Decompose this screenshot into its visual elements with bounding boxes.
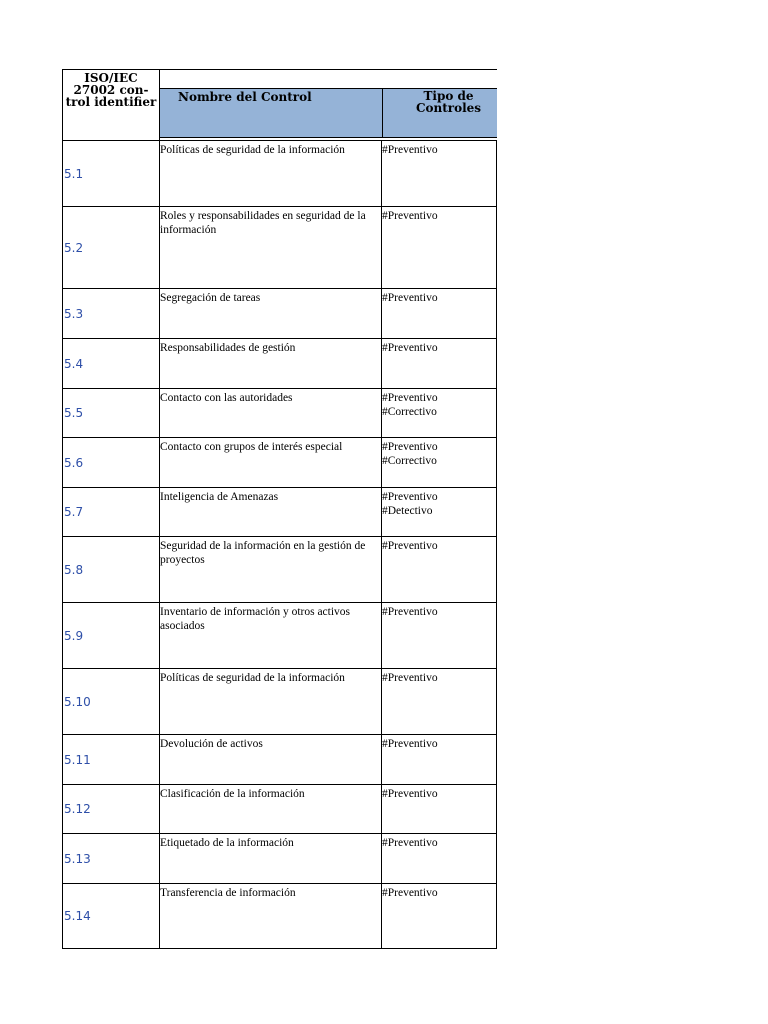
control-type-tag: #Correctivo bbox=[382, 455, 437, 467]
control-id: 5.2 bbox=[63, 207, 160, 289]
table-row bbox=[63, 785, 497, 834]
table-row bbox=[63, 339, 497, 389]
header-control-identifier bbox=[63, 70, 160, 141]
control-id: 5.7 bbox=[63, 488, 160, 537]
control-type-tag: #Preventivo bbox=[382, 738, 438, 750]
table-row bbox=[63, 389, 497, 438]
table-row bbox=[63, 603, 497, 669]
header-id-line: 27002 con- bbox=[73, 83, 149, 97]
control-name: Etiquetado de la información bbox=[160, 834, 382, 884]
control-id: 5.14 bbox=[63, 884, 160, 949]
table-row bbox=[63, 207, 497, 289]
control-type-tag: #Preventivo bbox=[382, 441, 438, 453]
control-type-tag: #Preventivo bbox=[382, 887, 438, 899]
control-type bbox=[382, 537, 497, 603]
control-type-tag: #Preventivo bbox=[382, 672, 438, 684]
control-name: Políticas de seguridad de la información bbox=[160, 141, 382, 207]
control-type bbox=[382, 488, 497, 537]
control-type-tag: #Preventivo bbox=[382, 292, 438, 304]
control-name: Inventario de información y otros activos asociados bbox=[160, 603, 382, 669]
control-name: Responsabilidades de gestión bbox=[160, 339, 382, 389]
control-id: 5.1 bbox=[63, 141, 160, 207]
control-type-tag: #Preventivo bbox=[382, 392, 438, 404]
control-name: Devolución de activos bbox=[160, 735, 382, 785]
table-row bbox=[63, 141, 497, 207]
control-type bbox=[382, 289, 497, 339]
control-type bbox=[382, 438, 497, 488]
header-type-line: Tipo de bbox=[423, 89, 474, 103]
control-name: Clasificación de la información bbox=[160, 785, 382, 834]
control-type-tag: #Preventivo bbox=[382, 491, 438, 503]
control-type-tag: #Correctivo bbox=[382, 406, 437, 418]
table-row bbox=[63, 488, 497, 537]
header-control-type bbox=[382, 89, 497, 137]
control-id: 5.10 bbox=[63, 669, 160, 735]
table-row bbox=[63, 884, 497, 949]
control-type bbox=[382, 735, 497, 785]
control-type-tag: #Preventivo bbox=[382, 144, 438, 156]
control-id: 5.5 bbox=[63, 389, 160, 438]
table-header-row bbox=[63, 70, 497, 141]
control-id: 5.9 bbox=[63, 603, 160, 669]
header-control-name: Nombre del Control bbox=[178, 90, 312, 104]
control-id: 5.3 bbox=[63, 289, 160, 339]
header-group bbox=[160, 70, 497, 141]
control-type-tag: #Preventivo bbox=[382, 210, 438, 222]
control-type-tag: #Preventivo bbox=[382, 837, 438, 849]
control-id: 5.12 bbox=[63, 785, 160, 834]
header-type-line: Controles bbox=[415, 101, 482, 115]
table-row bbox=[63, 289, 497, 339]
control-id: 5.4 bbox=[63, 339, 160, 389]
control-type-tag: #Preventivo bbox=[382, 606, 438, 618]
control-name: Seguridad de la información en la gestión de proyectos bbox=[160, 537, 382, 603]
table-row bbox=[63, 834, 497, 884]
control-id: 5.13 bbox=[63, 834, 160, 884]
iso-controls-table bbox=[62, 69, 497, 949]
table-row bbox=[63, 537, 497, 603]
table-row bbox=[63, 735, 497, 785]
control-type-tag: #Preventivo bbox=[382, 342, 438, 354]
control-type bbox=[382, 884, 497, 949]
control-id: 5.11 bbox=[63, 735, 160, 785]
header-id-line: ISO/IEC bbox=[84, 71, 138, 85]
control-type bbox=[382, 207, 497, 289]
control-type bbox=[382, 389, 497, 438]
control-type-tag: #Preventivo bbox=[382, 540, 438, 552]
control-type bbox=[382, 603, 497, 669]
control-name: Segregación de tareas bbox=[160, 289, 382, 339]
header-id-line: trol identifier bbox=[65, 95, 157, 109]
table-row bbox=[63, 669, 497, 735]
control-id: 5.8 bbox=[63, 537, 160, 603]
control-id: 5.6 bbox=[63, 438, 160, 488]
control-type-tag: #Preventivo bbox=[382, 788, 438, 800]
control-name: Contacto con las autoridades bbox=[160, 389, 382, 438]
control-type bbox=[382, 785, 497, 834]
control-type bbox=[382, 834, 497, 884]
control-type bbox=[382, 669, 497, 735]
control-name: Inteligencia de Amenazas bbox=[160, 488, 382, 537]
control-type bbox=[382, 141, 497, 207]
control-name: Políticas de seguridad de la información bbox=[160, 669, 382, 735]
control-type-tag: #Detectivo bbox=[382, 505, 433, 517]
table-row bbox=[63, 438, 497, 488]
control-name: Roles y responsabilidades en seguridad de la información bbox=[160, 207, 382, 289]
control-name: Transferencia de información bbox=[160, 884, 382, 949]
control-type bbox=[382, 339, 497, 389]
control-name: Contacto con grupos de interés especial bbox=[160, 438, 382, 488]
header-band bbox=[160, 88, 497, 138]
